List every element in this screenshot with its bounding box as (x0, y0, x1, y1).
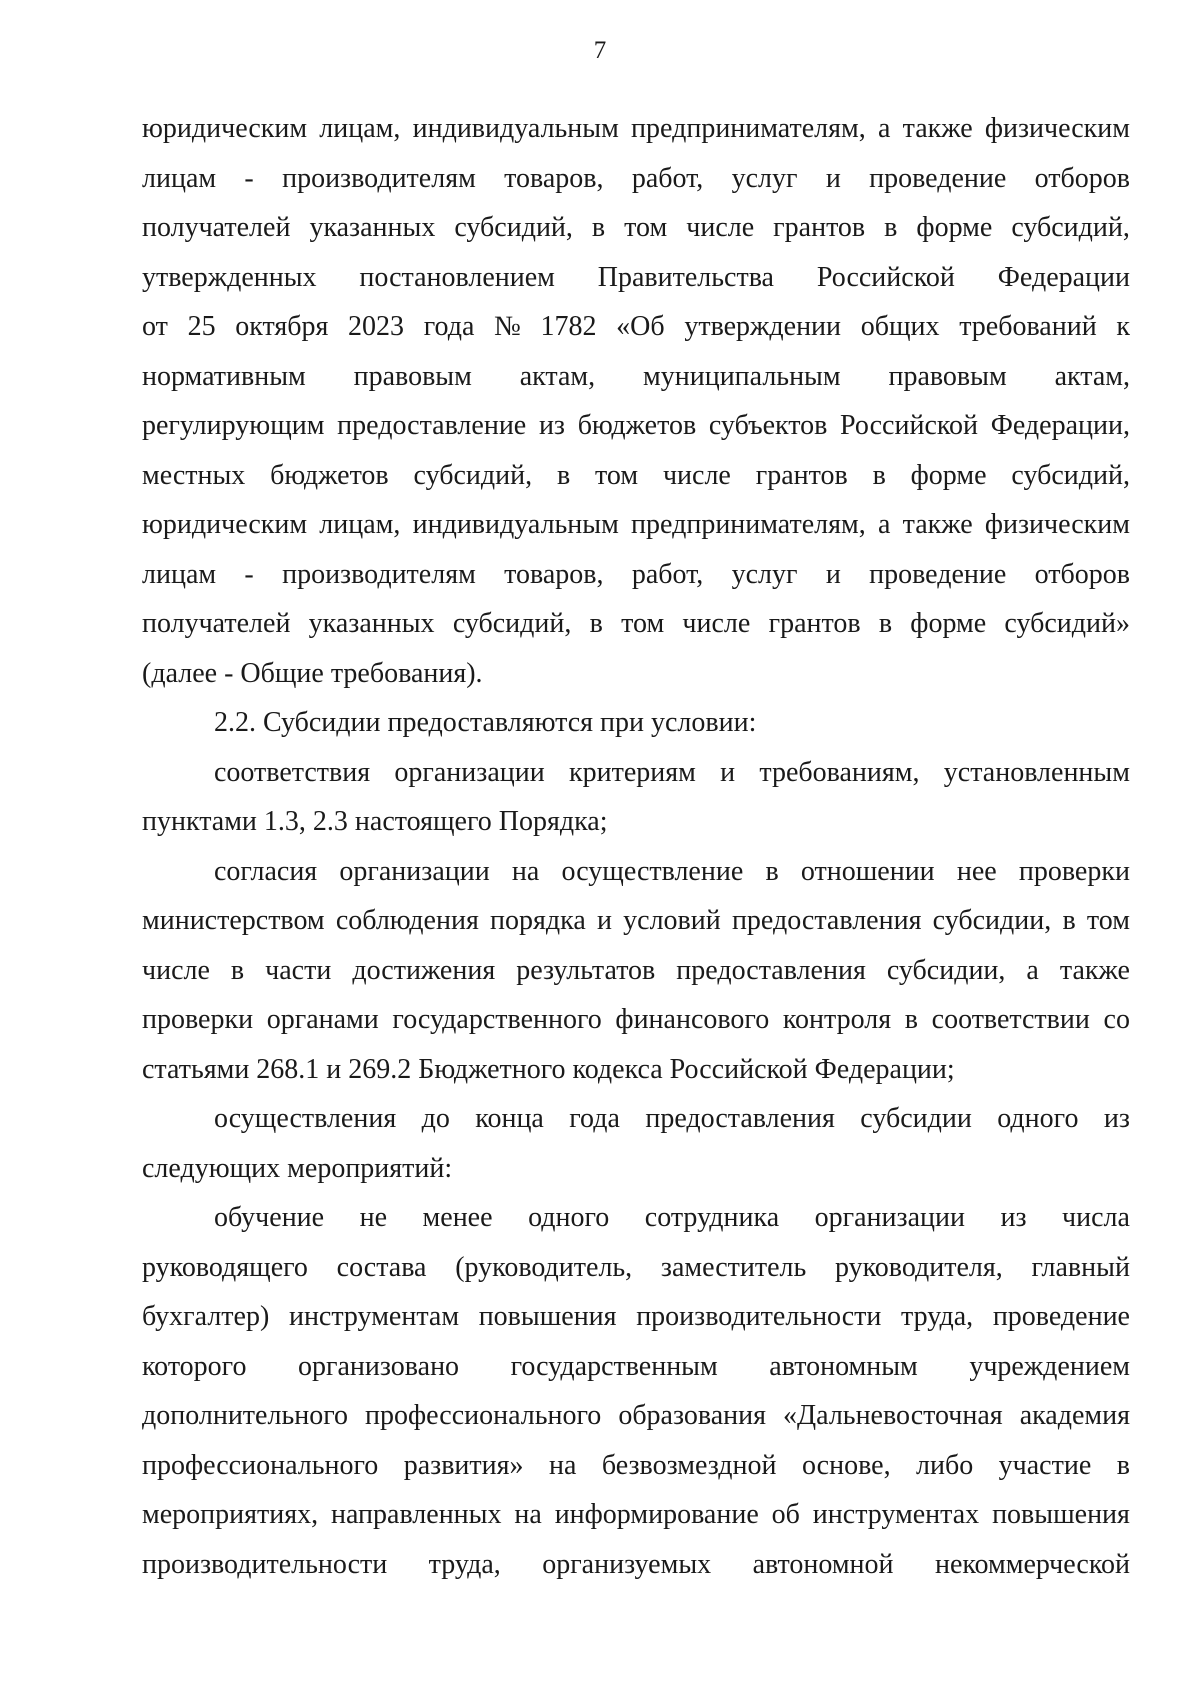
word: в (230, 954, 245, 986)
word: отношении (800, 855, 935, 887)
word: в (589, 608, 603, 639)
word: инструментам (288, 1301, 460, 1332)
text-line: статьями 268.1 и 269.2 Бюджетного кодекса Российской Федерации; (142, 1053, 955, 1085)
word: субсидии, (932, 905, 1052, 936)
word: профессионального (365, 1400, 602, 1431)
word: физическим (984, 509, 1130, 540)
text-line (142, 451, 1130, 501)
word: числе (682, 608, 751, 639)
word: постановлением (359, 261, 555, 293)
word: индивидуальным (412, 113, 619, 144)
word: менее (422, 1202, 493, 1233)
word: к (1116, 311, 1130, 342)
word: со (1103, 1004, 1130, 1035)
word: органами (266, 1004, 379, 1035)
text-line (142, 748, 1130, 798)
word: товаров, (504, 162, 604, 194)
word: руководящего (142, 1251, 308, 1283)
word: утверждении (684, 311, 842, 342)
word: до (421, 1103, 450, 1134)
word: труда, (428, 1548, 501, 1580)
word: числе (142, 954, 210, 986)
word: лицам, (319, 113, 401, 144)
word: производительности (636, 1301, 882, 1332)
word: местных (142, 459, 246, 491)
word: субсидии (860, 1103, 972, 1134)
word: основе, (801, 1449, 891, 1481)
word: отборов (1034, 162, 1130, 194)
word: лицам (142, 558, 217, 590)
word: проверки (1018, 855, 1130, 887)
word: либо (916, 1449, 974, 1481)
word: бухгалтер) (142, 1301, 270, 1332)
word: получателей (142, 212, 291, 243)
word: утвержденных (142, 261, 317, 293)
word: юридическим (142, 509, 308, 540)
word: состава (336, 1251, 427, 1283)
word: из (538, 410, 565, 441)
word: числа (1062, 1202, 1130, 1233)
word: достижения (352, 954, 496, 986)
page-number: 7 (593, 37, 607, 64)
word: том (624, 212, 668, 243)
word: в (1116, 1449, 1130, 1481)
text-line: (далее - Общие требования). (142, 657, 483, 689)
word: № (494, 311, 521, 342)
clause-heading: 2.2. Субсидии предоставляются при условии: (214, 707, 757, 738)
word: порядка (490, 905, 586, 936)
word: общих (860, 311, 940, 342)
word: актам, (1054, 360, 1130, 392)
word: предоставление (337, 410, 527, 441)
word: бюджетов (577, 410, 697, 441)
word: главный (1031, 1251, 1130, 1283)
word: - (244, 558, 254, 590)
text-line (142, 203, 1130, 253)
word: в (904, 1004, 918, 1035)
word: из (1000, 1202, 1027, 1233)
word: субсидий, (452, 608, 572, 639)
word: инструментах (812, 1499, 980, 1530)
word: субсидий» (1004, 608, 1130, 639)
word: производительности (142, 1548, 388, 1580)
word: «Дальневосточная (783, 1400, 1003, 1431)
word: года (569, 1103, 620, 1134)
word: также (902, 113, 973, 144)
word: руководителя, (834, 1251, 1003, 1283)
word: условий (623, 905, 721, 936)
word: том (621, 608, 665, 639)
word: организации (394, 756, 545, 788)
word: 2023 (348, 311, 405, 342)
word: получателей (142, 608, 291, 639)
word: контроля (782, 1004, 892, 1035)
word: соответствии (931, 1004, 1090, 1035)
word: автономным (769, 1350, 918, 1382)
word: бюджетов (270, 459, 389, 491)
word: и (596, 905, 612, 936)
text-line (142, 550, 1130, 600)
word: организовано (298, 1350, 460, 1382)
word: части (265, 954, 332, 986)
word: а (877, 509, 891, 540)
word: одного (997, 1103, 1079, 1134)
word: форме (916, 212, 993, 243)
text-line (142, 1441, 1130, 1491)
word: участие (998, 1449, 1092, 1481)
word: грантов (768, 608, 861, 639)
word: которого (142, 1350, 247, 1382)
word: от (142, 311, 168, 342)
word: в (1062, 905, 1076, 936)
text-line (142, 253, 1130, 303)
word: на (514, 1499, 542, 1530)
paragraph-general-requirements (142, 104, 1130, 698)
word: регулирующим (142, 410, 325, 441)
word: мероприятиях, (142, 1499, 319, 1530)
word: в (556, 459, 571, 491)
word: направленных (330, 1499, 502, 1530)
word: и (825, 162, 841, 194)
word: физическим (984, 113, 1130, 144)
word: и (720, 756, 736, 788)
text-line (142, 1094, 1130, 1144)
paragraph-clause-2-2 (142, 698, 1130, 748)
word: предоставления (731, 905, 922, 936)
word: форме (910, 459, 987, 491)
word: академия (1019, 1400, 1130, 1431)
word: Федерации (997, 261, 1130, 293)
document-body (142, 104, 1130, 1589)
word: муниципальным (643, 360, 841, 392)
word: актам, (519, 360, 596, 392)
word: работ, (631, 558, 704, 590)
text-line (142, 1292, 1130, 1342)
word: указанных (309, 212, 436, 243)
text-line (142, 104, 1130, 154)
text-line (142, 1490, 1130, 1540)
text-line: следующих мероприятий: (142, 1152, 453, 1184)
word: соблюдения (335, 905, 479, 936)
word: том (1086, 905, 1130, 936)
text-line (142, 352, 1130, 402)
text-line (142, 599, 1130, 649)
word: на (548, 1449, 577, 1481)
word: и (825, 558, 841, 590)
word: 1782 (540, 311, 597, 342)
word: юридическим (142, 113, 308, 144)
paragraph-condition-events (142, 1094, 1130, 1193)
word: а (877, 113, 891, 144)
word: в (878, 608, 893, 639)
word: лицам, (319, 509, 401, 540)
word: года (423, 311, 475, 342)
text-line (142, 995, 1130, 1045)
word: организации (814, 1202, 965, 1233)
text-line (142, 1391, 1130, 1441)
word: министерством (142, 905, 325, 936)
text-line (142, 401, 1130, 451)
word: также (1059, 954, 1130, 986)
word: предпринимателям, (631, 113, 866, 144)
word: указанных (308, 608, 435, 639)
word: услуг (731, 558, 798, 590)
word: на (511, 855, 540, 887)
word: согласия (214, 855, 318, 887)
text-line (142, 500, 1130, 550)
text-line: пунктами 1.3, 2.3 настоящего Порядка; (142, 806, 608, 837)
word: предпринимателям, (631, 509, 866, 540)
word: октября (235, 311, 329, 342)
word: субсидий, (454, 212, 573, 243)
word: в (765, 855, 779, 887)
word: отборов (1034, 558, 1130, 590)
word: требований (959, 311, 1097, 342)
word: заместитель (660, 1251, 807, 1283)
text-line (142, 1540, 1130, 1590)
word: числе (686, 212, 755, 243)
word: субсидий, (1011, 212, 1130, 243)
word: предоставления (676, 954, 866, 986)
word: конца (475, 1103, 544, 1134)
word: правовым (353, 360, 472, 392)
word: предоставления (645, 1103, 835, 1134)
word: соответствия (214, 756, 371, 788)
word: обучение (214, 1202, 325, 1233)
word: а (1026, 954, 1039, 986)
word: лицам (142, 162, 217, 194)
word: образования (618, 1400, 767, 1431)
word: проведение (992, 1301, 1130, 1332)
word: числе (662, 459, 731, 491)
word: субсидий, (1011, 459, 1130, 491)
word: нее (956, 855, 997, 887)
word: учреждением (969, 1350, 1130, 1382)
paragraph-condition-criteria (142, 748, 1130, 847)
text-line (142, 154, 1130, 204)
word: форме (910, 608, 987, 639)
text-line (142, 847, 1130, 897)
word: труда, (901, 1301, 974, 1332)
word: субъектов (708, 410, 828, 441)
paragraph-condition-inspection (142, 847, 1130, 1095)
word: осуществление (561, 855, 744, 887)
word: том (595, 459, 639, 491)
word: индивидуальным (412, 509, 619, 540)
word: - (244, 162, 254, 194)
word: Российской (840, 410, 979, 441)
word: некоммерческой (934, 1548, 1130, 1580)
word: в (591, 212, 606, 243)
word: правовым (888, 360, 1007, 392)
word: безвозмездной (601, 1449, 777, 1481)
word: одного (528, 1202, 610, 1233)
word: из (1103, 1103, 1130, 1134)
word: в (884, 212, 898, 243)
word: результатов (516, 954, 656, 986)
text-line (142, 302, 1130, 352)
word: дополнительного (142, 1400, 348, 1431)
word: профессионального (142, 1449, 379, 1481)
word: (руководитель, (455, 1251, 633, 1283)
word: проведение (869, 558, 1007, 590)
word: повышения (992, 1499, 1130, 1530)
word: требованиям, (759, 756, 920, 788)
word: товаров, (504, 558, 604, 590)
word: финансового (615, 1004, 770, 1035)
word: также (902, 509, 973, 540)
word: производителям (282, 558, 476, 590)
word: автономной (752, 1548, 894, 1580)
word: повышения (478, 1301, 617, 1332)
word: грантов (773, 212, 866, 243)
word: грантов (755, 459, 848, 491)
word: «Об (616, 311, 665, 342)
word: Федерации, (990, 410, 1130, 441)
word: сотрудника (644, 1202, 780, 1233)
text-line (142, 1193, 1130, 1243)
word: государственного (392, 1004, 602, 1035)
word: в (872, 459, 886, 491)
word: нормативным (142, 360, 306, 392)
text-line (142, 1342, 1130, 1392)
word: Правительства (597, 261, 774, 293)
word: государственным (510, 1350, 718, 1382)
word: проверки (142, 1004, 254, 1035)
word: 25 (187, 311, 216, 342)
word: осуществления (214, 1103, 397, 1134)
word: работ, (631, 162, 704, 194)
word: производителям (282, 162, 476, 194)
text-line (142, 896, 1130, 946)
word: Российской (816, 261, 955, 293)
word: услуг (731, 162, 798, 194)
word: установленным (943, 756, 1130, 788)
text-line (142, 1243, 1130, 1293)
word: об (771, 1499, 800, 1530)
word: критериям (569, 756, 696, 788)
word: субсидии, (886, 954, 1006, 986)
word: развития» (403, 1449, 524, 1481)
word: проведение (869, 162, 1007, 194)
paragraph-training (142, 1193, 1130, 1589)
word: информирование (554, 1499, 759, 1530)
word: организации (339, 855, 490, 887)
text-line (142, 946, 1130, 996)
word: субсидий, (413, 459, 533, 491)
word: организуемых (542, 1548, 712, 1580)
word: не (359, 1202, 388, 1233)
